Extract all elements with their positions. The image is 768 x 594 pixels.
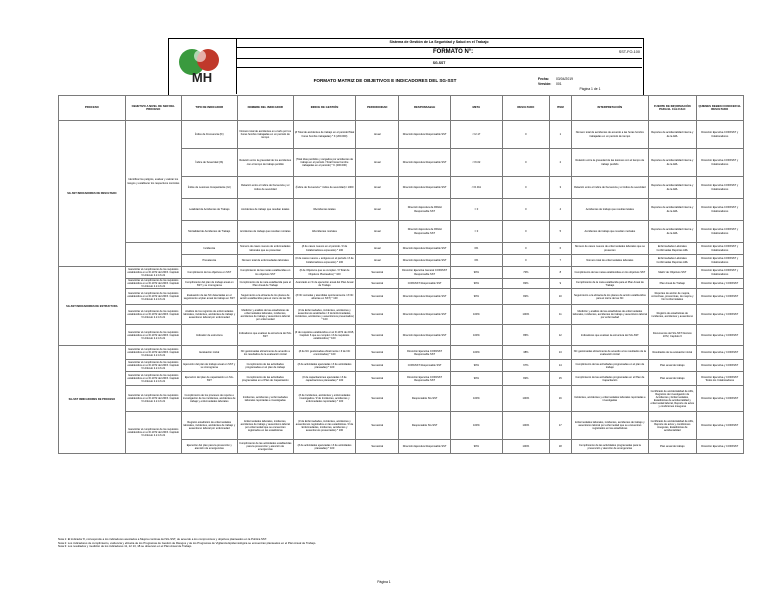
objective-cell: Garantizar el cumplimiento de los requisitos establecidos en el D.1072 del 2015. Capitulo VI Articulo 2.2.4.6.21 <box>125 289 181 305</box>
cell-periodo: Anual <box>356 243 399 255</box>
objective-cell: Identificar los peligros, evaluar y valorar los riesgos y establecer los respectivos controles <box>125 121 181 243</box>
cell-resp: COPASST Responsable SST <box>399 279 451 289</box>
cell-meta: 100% <box>450 325 502 346</box>
cell-item: 8 <box>550 267 572 279</box>
cell-meta: 100% <box>450 386 502 412</box>
cell-item: 6 <box>550 243 572 255</box>
column-header: RESPONSABLE <box>399 96 451 121</box>
cell-tipo: Cumplimiento de los procesos de reporte e investigación de los incidentes, accidentes de trabajo y enfermedades laborales <box>181 386 237 412</box>
cell-item: 9 <box>550 279 572 289</box>
cell-quienes: Dirección Ejecutiva COPASST y Colaboradores <box>696 121 744 149</box>
cell-interp: Cumplimiento de las metas establecidas en los objetivos SST <box>571 267 649 279</box>
cell-meta: 90% <box>450 360 502 372</box>
cell-interp: Relación entre el índice de frecuencia y el índice de severidad <box>571 177 649 199</box>
cell-periodo: Anual <box>356 149 399 177</box>
cell-quienes: Dirección Ejecutiva y COPASST <box>696 289 744 305</box>
section-label: SG-SST <box>236 58 642 68</box>
cell-resp: Dirección Ejecutiva COPASST Responsable SST <box>399 372 451 386</box>
cell-nombre: Cumplimiento de las actividades establecidas para la prevención y atención de emergencias <box>237 440 293 454</box>
cell-periodo: Semestral <box>356 289 399 305</box>
objective-cell: Garantizar el cumplimiento de los requisitos establecidos en el D.1072 del 2015. Capitulo VI Articulo 2.2.4.6.21 <box>125 279 181 289</box>
cell-nombre: Enfermedades laborales, incidentes, accidentes de trabajo y ausentismo laboral por enfermedad que se encuentran registrados en las estadísticas <box>237 412 293 440</box>
cell-indice: (# de Incidentes, accidentes y enfermedades investigados / # de Incidentes, accidentes y enfermedades reportadas) * 100 <box>293 386 355 412</box>
cell-nombre: Accidentes de trabajo que resultan mortales <box>237 221 293 243</box>
cell-meta: <=6.02 <box>450 149 502 177</box>
cell-res: 0 <box>502 121 549 149</box>
cell-res: 100% <box>502 305 549 325</box>
cell-tipo: Evaluación inicial <box>181 346 237 360</box>
cell-res: 0 <box>502 255 549 267</box>
cell-interp: Accidentes de trabajo que resultan letales <box>571 199 649 221</box>
cell-item: 15 <box>550 372 572 386</box>
cell-tipo: Ejecución del plan de trabajo anual en SST y su cronograma <box>181 360 237 372</box>
column-header: RESULTADO <box>502 96 549 121</box>
cell-fuente: Reportes de accidentalidad interna y de la ARL <box>649 199 696 221</box>
cell-fuente: Reportes de accidentalidad interna y de la ARL <box>649 221 696 243</box>
cell-nombre: Accidentes de trabajo que resultan letales <box>237 199 293 221</box>
cell-indice: (# de Enfermedades, incidentes, accidentes y ausentismos analizados / # de Enfermedades, incidentes, accidentes y ausentismos presentados) * 100 <box>293 305 355 325</box>
cell-item: 18 <box>550 440 572 454</box>
cell-nombre: Medición y análisis de las estadísticas de enfermedades laborales, incidentes, accidentes de trabajo y ausentismo laboral por enfermedad <box>237 305 293 325</box>
column-header: OBJETIVO A NIVEL DE SER DEL PROCESO <box>125 96 181 121</box>
cell-indice: (# de NC gestionadas eficazmente / # de NC encontradas) * 100 <box>293 346 355 360</box>
objective-cell: Garantizar el cumplimiento de los requisitos establecidos en el D.1072 del 2015. Capitulo VI Articulo 2.2.4.6.21 <box>125 386 181 412</box>
cell-resp: Dirección Ejecutiva Responsable SST <box>399 289 451 305</box>
cell-periodo: Anual <box>356 177 399 199</box>
cell-fuente: Reportes de acción de mejora, correctivas, preventivas, de mejora y No Conformidades <box>649 289 696 305</box>
objective-cell <box>125 243 181 267</box>
cell-indice: (# de Objetivos que se cumplen / # Total de Objetivos Planteados) * 100 <box>293 267 355 279</box>
cell-res: 82% <box>502 289 549 305</box>
cell-resp: Dirección Ejecutiva Responsable SST <box>399 325 451 346</box>
column-header: PERIODICIDAD <box>356 96 399 121</box>
cell-res: 0 <box>502 243 549 255</box>
cell-item: 4 <box>550 199 572 221</box>
cell-interp: Cumplimiento de las actividades programadas en el plan de trabajo <box>571 360 649 372</box>
cell-indice: (Índice de frecuencia * índice de severidad) / 1000 <box>293 177 355 199</box>
cell-interp: Número total de accidentes de acuerdo a las horas hombre trabajadas en un periodo de tiempo <box>571 121 649 149</box>
fecha-value: 03/04/2019 <box>556 77 573 81</box>
cell-tipo: Cumplimiento del plan de trabajo anual en SST y su cronograma <box>181 279 237 289</box>
cell-interp: Accidentes de trabajo que resultan mortales <box>571 221 649 243</box>
column-header: NOMBRE DEL INDICADOR <box>237 96 293 121</box>
cell-resp: Dirección Ejecutiva COPASST Responsable SST <box>399 346 451 360</box>
cell-interp: Número total de enfermedades laborales <box>571 255 649 267</box>
system-title: Sistema de Gestión de La Seguridad y Salud en el Trabajo <box>236 38 642 48</box>
cell-periodo: Semestral <box>356 279 399 289</box>
cell-periodo: Anual <box>356 255 399 267</box>
cell-tipo: Análisis de los registros de enfermedades laborales, incidentes, accidentes de trabajo y ausentismo laboral por enfermedad <box>181 305 237 325</box>
cell-periodo: Semestral <box>356 325 399 346</box>
cell-item: 7 <box>550 255 572 267</box>
table-row <box>59 305 744 325</box>
cell-fuente: Certificado de accidentalidad de ARL, Reporte de actos y condiciones inseguras, Estadísticas de accidentalidad <box>649 412 696 440</box>
cell-nombre: Relación entre el índice de frecuencia y el índice de severidad <box>237 177 293 199</box>
cell-res: 0 <box>502 149 549 177</box>
cell-indice: (# Total de accidentes de trabajo en el periodo/Total horas hombre trabajadas) * K (200.000) <box>293 121 355 149</box>
cell-res: 0 <box>502 221 549 243</box>
cell-quienes: Dirección Ejecutiva COPASST y Colaboradores <box>696 221 744 243</box>
cell-periodo: Anual <box>356 121 399 149</box>
column-header: TIPO DE INDICADOR <box>181 96 237 121</box>
table-row <box>59 289 744 305</box>
cell-meta: 100% <box>450 305 502 325</box>
cell-nombre: Cumplimiento de las actividades programadas en el Plan de Capacitación <box>237 372 293 386</box>
cell-resp: Responsable SG-SST <box>399 412 451 440</box>
version-label: Versión: <box>538 82 552 86</box>
cell-periodo: Semestral <box>356 360 399 372</box>
cell-item: 1 <box>550 121 572 149</box>
cell-periodo: Semestral <box>356 346 399 360</box>
cell-res: 0 <box>502 199 549 221</box>
cell-fuente: Plan anual de trabajo <box>649 360 696 372</box>
cell-tipo: Prevalencia <box>181 255 237 267</box>
cell-meta: 90% <box>450 372 502 386</box>
cell-nombre: Indicadores que evalúan la estructura del SG-SST <box>237 325 293 346</box>
cell-meta: 90% <box>450 440 502 454</box>
cell-item: 14 <box>550 360 572 372</box>
cell-quienes: Dirección Ejecutiva COPASST y Colaboradores <box>696 255 744 267</box>
table-row <box>59 346 744 360</box>
page-footer: Página 1 <box>377 580 391 584</box>
formato-code: SST-FO-100 <box>618 50 640 54</box>
cell-res: 100% <box>502 412 549 440</box>
cell-quienes: Dirección Ejecutiva y COPASST <box>696 325 744 346</box>
cell-indice: #Accidentes letales <box>293 199 355 221</box>
company-logo <box>170 44 234 86</box>
cell-indice: (# de actividades ejecutadas / # de actividades planeadas) * 100 <box>293 440 355 454</box>
cell-res: 82% <box>502 372 549 386</box>
cell-interp: Indicadores que evalúan la estructura del SG-SST <box>571 325 649 346</box>
cell-periodo: Semestral <box>356 386 399 412</box>
cell-tipo: Índice de Severidad (IS) <box>181 149 237 177</box>
cell-fuente: Enfermedades Laborales Confirmadas Reportes ARL <box>649 243 696 255</box>
column-header: INTERPRETACIÓN <box>571 96 649 121</box>
cell-fuente: Plan Anual de Trabajo <box>649 279 696 289</box>
cell-res: 38% <box>502 346 549 360</box>
cell-res: 100% <box>502 386 549 412</box>
cell-periodo: Anual <box>356 221 399 243</box>
cell-quienes: Dirección Ejecutiva y COPASST <box>696 360 744 372</box>
cell-periodo: Semestral <box>356 412 399 440</box>
cell-tipo: Cumplimiento de los objetivos en SST <box>181 267 237 279</box>
cell-meta: = 0 <box>450 221 502 243</box>
cell-interp: Cumplimiento de las actividades programadas en el Plan de Capacitación <box>571 372 649 386</box>
table-header-row <box>59 96 744 121</box>
cell-fuente: Reportes de accidentalidad interna y de la ARL <box>649 177 696 199</box>
cell-indice: (# NC cerradas y atendidas oportunamente / # NC abiertas en SST) * 100 <box>293 289 355 305</box>
cell-interp: Enfermedades laborales, incidentes, accidentes de trabajo y ausentismo laboral por enfermedad que se encuentran registrados en las estadísticas <box>571 412 649 440</box>
objective-cell: Garantizar el cumplimiento de los requisitos establecidos en el D.1072 del 2015. Capitulo VI Articulo 2.2.4.6.21 <box>125 346 181 360</box>
cell-periodo: Semestral <box>356 267 399 279</box>
process-cell: SG-SST INDICADORES DE ESTRUCTURA <box>59 267 126 346</box>
cell-res: 67% <box>502 360 549 372</box>
cell-indice: Avanzado en % de ejecución anual del Plan Anual de Trabajo <box>293 279 355 289</box>
cell-nombre: Cumplimiento de las actividades programadas en el plan de trabajo <box>237 360 293 372</box>
cell-quienes: Dirección Ejecutiva y COPASST Todos los Colaboradores <box>696 372 744 386</box>
cell-quienes: Dirección Ejecutiva y COPASST <box>696 279 744 289</box>
cell-tipo: Registro estadístico de enfermedades laborales, incidentes, accidentes de trabajo y ausentismo laboral por enfermedad <box>181 412 237 440</box>
column-header: PROCESO <box>59 96 126 121</box>
cell-interp: Cumplimiento de la meta establecida para el Plan Anual de Trabajo <box>571 279 649 289</box>
cell-quienes: Dirección Ejecutiva COPASST y Colaboradores <box>696 149 744 177</box>
cell-quienes: Dirección Ejecutiva COPASST y Colaboradores <box>696 243 744 255</box>
version-value: 001 <box>556 82 562 86</box>
cell-indice: (# de Enfermedades, incidentes, accidentes y ausentismos registrados en las estadísticas / # de Enfermedades, incidentes, accidentes y ausentismos presentados) * 100 <box>293 412 355 440</box>
cell-interp: Relación entre la gravedad de las lesiones con el tiempo de trabajo perdido <box>571 149 649 177</box>
cell-res: 86% <box>502 325 549 346</box>
cell-tipo: Ejecución del plan de capacitación en SG-SST <box>181 372 237 386</box>
cell-item: 17 <box>550 412 572 440</box>
column-header: FUENTE DE INFORMACIÓN PARA EL CÁLCULO <box>649 96 696 121</box>
table-row <box>59 386 744 412</box>
cell-item: 13 <box>550 346 572 360</box>
cell-quienes: Dirección Ejecutiva COPASST y Colaboradores <box>696 199 744 221</box>
pagina-label: Página 1 de 1 <box>579 87 601 91</box>
cell-indice: (# de actividades ejecutadas / # de actividades planeadas) * 100 <box>293 360 355 372</box>
table-row <box>59 412 744 440</box>
cell-fuente: Resultados de la evaluación inicial <box>649 346 696 360</box>
cell-res: 0 <box>502 177 549 199</box>
cell-resp: Dirección Ejecutiva Responsable SST <box>399 243 451 255</box>
cell-resp: Dirección Ejecutiva Responsable SST <box>399 121 451 149</box>
cell-fuente: Certificado de accidentalidad de ARL, Registros de investigación de Accidentes y Enfermedades, Estadísticas de accidentalidad y enfermedad laboral, Reporte de actos y condiciones inseguras <box>649 386 696 412</box>
cell-interp: Medición y análisis de las estadísticas de enfermedades laborales, incidentes, accidentes de trabajo y ausentismo laboral por enfermedad <box>571 305 649 325</box>
note-2: Nota 2: Los indicadores de cumplimiento, evidencia y eficacia de los Programas de Gestión de Riesgos y de los Programas de Vigilancia Epidemiológica se encuentran planteados en el Plan Anual de Trabajo. <box>58 540 317 545</box>
cell-res: 100% <box>502 440 549 454</box>
cell-fuente: Plan anual de trabajo <box>649 372 696 386</box>
cell-fuente: Registro de estadísticas de incidentes, accidentes y ausentismo <box>649 305 696 325</box>
cell-tipo: Índice de Lesiones Incapacitante (ILI) <box>181 177 237 199</box>
cell-fuente: Reportes de accidentalidad interna y de la ARL <box>649 121 696 149</box>
cell-indice: (# de casos nuevos en el periodo / # de Colaboradores expuestos) * 100 <box>293 243 355 255</box>
cell-meta: = 0 <box>450 199 502 221</box>
cell-indice: (# de capacitaciones ejecutadas / # de capacitaciones planeadas) * 100 <box>293 372 355 386</box>
objective-cell: Garantizar el cumplimiento de los requisitos establecidos en el D.1072 del 2015. Capitulo VI Articulo 2.2.4.6.21 <box>125 267 181 279</box>
cell-periodo: Anual <box>356 199 399 221</box>
cell-item: 11 <box>550 305 572 325</box>
cell-quienes: Dirección Ejecutiva COPASST y Colaboradores <box>696 267 744 279</box>
table-body <box>59 121 744 454</box>
cell-tipo: Indicador de estructura <box>181 325 237 346</box>
objective-cell: Garantizar el cumplimiento de los requisitos establecidos en el D.1072 del 2015. Capitulo VI Articulo 2.2.4.6.21 <box>125 360 181 372</box>
column-header: ITEM <box>550 96 572 121</box>
cell-meta: 0% <box>450 243 502 255</box>
page-title: FORMATO MATRIZ DE OBJETIVOS E INDICADORES DEL SG-SST <box>313 78 457 83</box>
cell-resp: Dirección Ejecutiva Responsable SST <box>399 255 451 267</box>
cell-nombre: Número total de accidentes en el año por los horas hombre trabajadas en un periodo de tiempo <box>237 121 293 149</box>
cell-resp: Dirección Ejecutiva Responsable SST <box>399 305 451 325</box>
objective-cell: Garantizar el cumplimiento de los requisitos establecidos en el D.1072 del 2015. Capitulo VI Articulo 2.2.4.6.21 <box>125 372 181 386</box>
table-row <box>59 372 744 386</box>
cell-item: 2 <box>550 149 572 177</box>
table-row <box>59 279 744 289</box>
cell-resp: Responsable SG-SST <box>399 386 451 412</box>
column-header: META <box>450 96 502 121</box>
cell-resp: Dirección Ejecutiva Responsable SST <box>399 177 451 199</box>
cell-interp: Número de casos nuevos de enfermedades laborales que se presenten <box>571 243 649 255</box>
cell-fuente: Enfermedades Laborales Confirmadas Reportes ARL <box>649 255 696 267</box>
cell-item: 10 <box>550 289 572 305</box>
cell-resp: Dirección Ejecutiva de RRHH Responsable SST <box>399 199 451 221</box>
cell-tipo: Evaluación de las NC detectadas en el seguimiento al plan anual de trabajo en SST <box>181 289 237 305</box>
cell-interp: NC gestionadas eficazmente de acuerdo a los resultados de la evaluación inicial <box>571 346 649 360</box>
cell-meta: <=0.011 <box>450 177 502 199</box>
cell-resp: Dirección Ejecutiva Responsable SST <box>399 440 451 454</box>
cell-meta: 0% <box>450 255 502 267</box>
objective-cell: Garantizar el cumplimiento de los requisitos establecidos en el D.1072 del 2015. Capitulo VI Articulo 2.2.4.6.21 <box>125 412 181 454</box>
cell-nombre: Cumplimiento de la meta establecida para el Plan Anual de Trabajo <box>237 279 293 289</box>
cell-indice: #Accidentes mortales <box>293 221 355 243</box>
cell-quienes: Dirección Ejecutiva y COPASST <box>696 440 744 454</box>
cell-periodo: Semestral <box>356 440 399 454</box>
table-row <box>59 121 744 149</box>
cell-meta: 90% <box>450 289 502 305</box>
cell-nombre: Número de casos nuevos de enfermedades laborales que se presentan <box>237 243 293 255</box>
cell-resp: COPASST Responsable SST <box>399 360 451 372</box>
cell-nombre: NC gestionadas eficazmente de acuerdo a los resultados de la evaluación inicial <box>237 346 293 360</box>
cell-indice: (# de casos nuevos + antiguos en el periodo / # de Colaboradores expuestos) * 100 <box>293 255 355 267</box>
cell-nombre: Relación entre la gravedad de los accidentes con el tiempo de trabajo perdido <box>237 149 293 177</box>
cell-resp: Dirección Ejecutiva de RRHH Responsable SST <box>399 221 451 243</box>
cell-quienes: Dirección Ejecutiva COPASST y Colaboradores <box>696 177 744 199</box>
objective-cell: Garantizar el cumplimiento de los requisitos establecidos en el D.1072 del 2015. Capitulo VI Articulo 2.2.4.6.21 <box>125 305 181 325</box>
table-row <box>59 267 744 279</box>
table-row <box>59 325 744 346</box>
cell-meta: 90% <box>450 279 502 289</box>
logo-text: MH <box>191 70 213 85</box>
cell-nombre: Número total de enfermedades laborales <box>237 255 293 267</box>
cell-tipo: Letalidad de Accidentes de Trabajo <box>181 199 237 221</box>
cell-indice: (Total días perdidos y cargados por accidentes de trabajo en el periodo / Total horas hombre trabajadas en el periodo) * K (200.000) <box>293 149 355 177</box>
cell-tipo: Ejecución del plan para la prevención y atención de emergencias <box>181 440 237 454</box>
column-header: QUIENES DEBEN CONOCER EL RESULTADO <box>696 96 744 121</box>
cell-fuente: Documentos del SG-SST Decreto 1072, Capítulo 6 <box>649 325 696 346</box>
cell-meta: 100% <box>450 346 502 360</box>
cell-periodo: Semestral <box>356 305 399 325</box>
cell-meta: <=2.17 <box>450 121 502 149</box>
cell-quienes: Dirección Ejecutiva y COPASST <box>696 386 744 412</box>
cell-nombre: Seguimiento a la eficacia de los planes de acción establecidos para el cierre de las NC <box>237 289 293 305</box>
objective-cell: Garantizar el cumplimiento de los requisitos establecidos en el D.1072 del 2015. Capitulo VI Articulo 2.2.4.6.21 <box>125 325 181 346</box>
cell-res: 82% <box>502 279 549 289</box>
cell-tipo: Incidencia <box>181 243 237 255</box>
cell-item: 5 <box>550 221 572 243</box>
cell-indice: (# de requisitos establecidos en el D.1072 de 2015, Capitulo 6 que se cumplen / # de requisitos establecidos) * 100 <box>293 325 355 346</box>
cell-fuente: Plan anual de trabajo <box>649 440 696 454</box>
fecha-label: Fecha: <box>538 77 549 81</box>
cell-resp: Dirección Ejecutiva Responsable SST <box>399 149 451 177</box>
cell-tipo: Índice de Frecuencia (IF) <box>181 121 237 149</box>
notes-block <box>58 538 744 549</box>
cell-quienes: Dirección Ejecutiva y COPASST <box>696 346 744 360</box>
cell-interp: Incidentes, accidentes y enfermedades laborales reportadas e investigadas <box>571 386 649 412</box>
note-1: Nota 1: El indicador 8, corresponde a los indicadores asociados a Mejora continua del SG-SST, de acuerdo a los compromisos y objetivos planteados en la Política SST. <box>58 537 267 541</box>
table-row <box>59 360 744 372</box>
cell-interp: Seguimiento a la eficacia de los planes de acción establecidos para el cierre de las NC <box>571 289 649 305</box>
cell-nombre: Incidentes, accidentes y enfermedades laborales reportadas e investigadas <box>237 386 293 412</box>
process-cell: SG-SST INDICADORES DE PROCESO <box>59 346 126 454</box>
column-header: INDICE DE GESTIÓN <box>293 96 355 121</box>
cell-interp: Cumplimiento de las actividades programadas para la prevención y atención de emergencias <box>571 440 649 454</box>
cell-resp: Dirección Ejecutiva General COPASST Responsable SST <box>399 267 451 279</box>
cell-nombre: Cumplimiento de las metas establecidas en los objetivos SST <box>237 267 293 279</box>
cell-item: 12 <box>550 325 572 346</box>
formato-label: FORMATO N°: <box>433 49 474 55</box>
cell-quienes: Dirección Ejecutiva y COPASST <box>696 412 744 440</box>
cell-fuente: Matriz de Objetivos SST <box>649 267 696 279</box>
cell-item: 16 <box>550 386 572 412</box>
cell-fuente: Reportes de accidentalidad interna y de la ARL <box>649 149 696 177</box>
process-cell: SG-SST INDICADORES DE RESULTADO <box>59 121 126 267</box>
indicators-table <box>58 95 744 454</box>
table-row <box>59 243 744 255</box>
cell-periodo: Semestral <box>356 372 399 386</box>
cell-tipo: Mortalidad de Accidentes de Trabajo <box>181 221 237 243</box>
cell-quienes: Dirección Ejecutiva y COPASST <box>696 305 744 325</box>
cell-res: 70% <box>502 267 549 279</box>
cell-meta: 100% <box>450 412 502 440</box>
note-3: Nota 3: Los resultados y medición de los indicadores 11, 12 13, 18 se observan en el Plan Anual de Trabajo <box>58 544 192 549</box>
cell-item: 3 <box>550 177 572 199</box>
cell-meta: 90% <box>450 267 502 279</box>
